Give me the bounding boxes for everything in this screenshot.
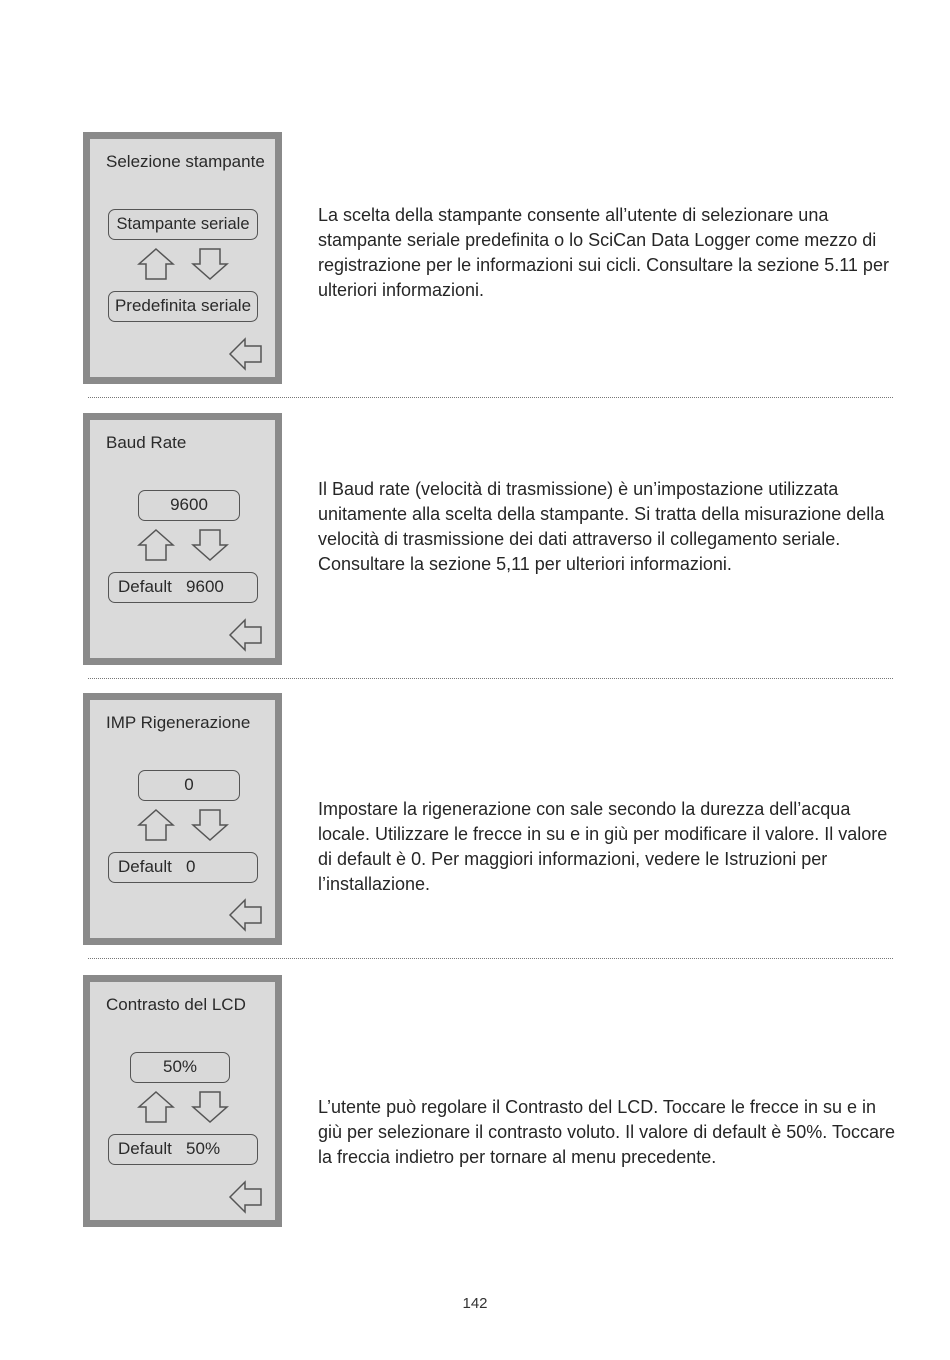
lcd-screen (90, 982, 275, 1220)
lcd-screen (90, 700, 275, 938)
section-description (318, 797, 898, 897)
default-value: 9600 (186, 577, 224, 596)
down-arrow-icon[interactable] (191, 528, 229, 562)
description-text: L’utente può regolare il Contrasto del LCD. Toccare le frecce in su e in giù per selezionare il contrasto voluto. Il valore di default è 50%. Toccare la freccia indietro per tornare al menu precedente. (318, 1097, 895, 1167)
down-arrow-icon[interactable] (191, 1090, 229, 1124)
value-button[interactable]: 0 (138, 770, 240, 801)
up-arrow-icon[interactable] (137, 247, 175, 281)
lcd-panel (83, 975, 282, 1227)
default-button[interactable] (108, 291, 258, 322)
up-arrow-icon[interactable] (137, 808, 175, 842)
default-label: Default (118, 857, 172, 876)
lcd-title: Selezione stampante (106, 152, 265, 171)
value-button[interactable]: 9600 (138, 490, 240, 521)
description-text: Il Baud rate (velocità di trasmissione) è un’impostazione utilizzata unitamente alla scelta della stampante. Si tratta della misurazione della velocità di trasmissione dei dati attraverso il collegamento seriale. Consultare la sezione 5,11 per ulteriori informazioni. (318, 479, 885, 574)
back-arrow-icon[interactable] (228, 1179, 264, 1215)
dotted-separator (88, 397, 893, 398)
value-button[interactable]: 50% (130, 1052, 230, 1083)
back-arrow-icon[interactable] (228, 617, 264, 653)
description-text: La scelta della stampante consente all’utente di selezionare una stampante seriale predefinita o lo SciCan Data Logger come mezzo di registrazione per le informazioni sui cicli. Consultare la sezione 5.11 per ulteriori informazioni. (318, 205, 889, 300)
lcd-title: IMP Rigenerazione (106, 713, 251, 732)
back-arrow-icon[interactable] (228, 897, 264, 933)
up-arrow-icon[interactable] (137, 1090, 175, 1124)
default-button[interactable] (108, 852, 258, 883)
dotted-separator (88, 958, 893, 959)
lcd-panel (83, 413, 282, 665)
lcd-screen (90, 139, 275, 377)
section-description (318, 203, 898, 303)
down-arrow-icon[interactable] (191, 808, 229, 842)
value-button[interactable]: Stampante seriale (108, 209, 258, 240)
description-text: Impostare la rigenerazione con sale secondo la durezza dell’acqua locale. Utilizzare le frecce in su e in giù per modificare il valore. Il valore di default è 0. Per maggiori informazioni, vedere le Istruzioni per l’installazione. (318, 799, 888, 894)
up-arrow-icon[interactable] (137, 528, 175, 562)
down-arrow-icon[interactable] (191, 247, 229, 281)
default-value: 50% (186, 1139, 221, 1158)
lcd-screen (90, 420, 275, 658)
lcd-panel (83, 693, 282, 945)
default-label: Predefinita seriale (114, 296, 252, 315)
section-description (318, 1095, 898, 1170)
default-button[interactable] (108, 572, 258, 603)
default-label: Default (118, 577, 172, 596)
default-button[interactable] (108, 1134, 258, 1165)
dotted-separator (88, 678, 893, 679)
default-value: 0 (186, 857, 196, 876)
back-arrow-icon[interactable] (228, 336, 264, 372)
page-number: 142 (462, 1295, 488, 1312)
section-description (318, 477, 898, 577)
lcd-title: Baud Rate (106, 433, 187, 452)
lcd-title: Contrasto del LCD (106, 995, 246, 1014)
default-label: Default (118, 1139, 172, 1158)
lcd-panel (83, 132, 282, 384)
